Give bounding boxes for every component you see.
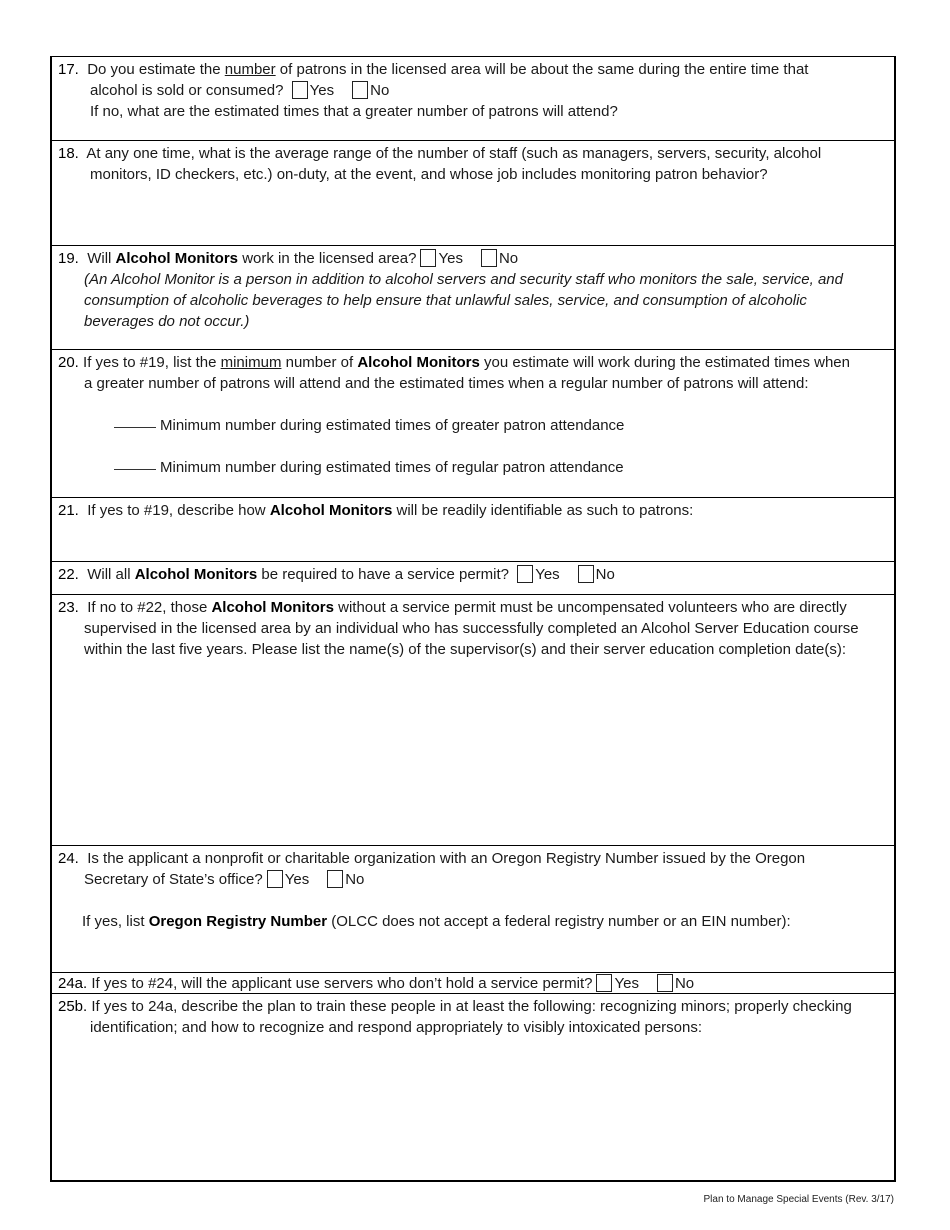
yes-label: Yes (284, 871, 310, 888)
question-number: 24a. (58, 975, 88, 992)
no-checkbox[interactable] (352, 81, 368, 99)
question-number: 25b. (58, 998, 88, 1015)
question-number: 24. (58, 850, 79, 867)
greater-attendance-input[interactable] (114, 427, 156, 428)
question-23: 23. If no to #22, those Alcohol Monitors without a service permit must be uncompensated volunteers who are directly supervised in the licensed area by an individual who has successfully completed an Alcohol Server Education course within the last five years. Please list the name(s) of the supervisor(s) and their server education completion date(s): (50, 594, 896, 845)
no-checkbox[interactable] (578, 565, 594, 583)
no-checkbox[interactable] (481, 249, 497, 267)
yes-checkbox[interactable] (267, 870, 283, 888)
yes-label: Yes (535, 566, 560, 583)
regular-attendance-input[interactable] (114, 469, 156, 470)
yes-label: Yes (614, 975, 639, 992)
question-22: 22. Will all Alcohol Monitors be required to have a service permit? Yes No (50, 561, 896, 594)
yes-checkbox[interactable] (517, 565, 533, 583)
no-checkbox[interactable] (657, 974, 673, 992)
question-20: 20. If yes to #19, list the minimum number of Alcohol Monitors you estimate will work during the estimated times when a greater number of patrons will attend and the estimated times when a regular number of patrons will attend: Minimum number during estimated times of greater patron attendance Minimum number during estimated times of regular patron attendance (50, 349, 896, 497)
question-number: 21. (58, 502, 79, 519)
question-number: 18. (58, 145, 79, 162)
question-24: 24. Is the applicant a nonprofit or charitable organization with an Oregon Registry Number issued by the Oregon Secretary of State’s office? Yes No If yes, list Oregon Registry Number (OLCC does not accept a federal registry number or an EIN number): (50, 845, 896, 972)
question-number: 22. (58, 566, 79, 583)
question-18: 18. At any one time, what is the average range of the number of staff (such as managers, servers, security, alcohol monitors, ID checkers, etc.) on-duty, at the event, and whose job includes monitoring patron behavior? (50, 140, 896, 245)
question-25b: 25b. If yes to 24a, describe the plan to train these people in at least the following: recognizing minors; properly checking identification; and how to recognize and respond appropriately to visibly intoxicated persons: (50, 993, 896, 1182)
question-number: 19. (58, 250, 79, 267)
yes-checkbox[interactable] (420, 249, 436, 267)
yes-label: Yes (309, 82, 335, 99)
question-number: 20. (58, 354, 79, 371)
no-label: No (674, 975, 695, 992)
question-24a: 24a. If yes to #24, will the applicant use servers who don’t hold a service permit? Yes No (50, 972, 896, 993)
question-number: 17. (58, 61, 79, 78)
no-label: No (595, 566, 615, 583)
no-label: No (370, 82, 390, 99)
yes-checkbox[interactable] (292, 81, 308, 99)
footer-revision: Plan to Manage Special Events (Rev. 3/17) (703, 1194, 894, 1205)
no-label: No (345, 871, 365, 888)
question-21: 21. If yes to #19, describe how Alcohol Monitors will be readily identifiable as such to patrons: (50, 497, 896, 561)
question-17: 17. Do you estimate the number of patrons in the licensed area will be about the same during the entire time that alcohol is sold or consumed? Yes No If no, what are the estimated times that a greater number of patrons will attend? (50, 56, 896, 140)
no-checkbox[interactable] (327, 870, 343, 888)
question-number: 23. (58, 599, 79, 616)
question-19: 19. Will Alcohol Monitors work in the licensed area? Yes No (An Alcohol Monitor is a person in addition to alcohol servers and security staff who monitors the sale, service, and consumption of alcoholic beverages to help ensure that unlawful sales, service, and consumption of alcoholic beverages do not occur.) (50, 245, 896, 349)
no-label: No (498, 250, 519, 267)
yes-checkbox[interactable] (596, 974, 612, 992)
yes-label: Yes (438, 250, 463, 267)
